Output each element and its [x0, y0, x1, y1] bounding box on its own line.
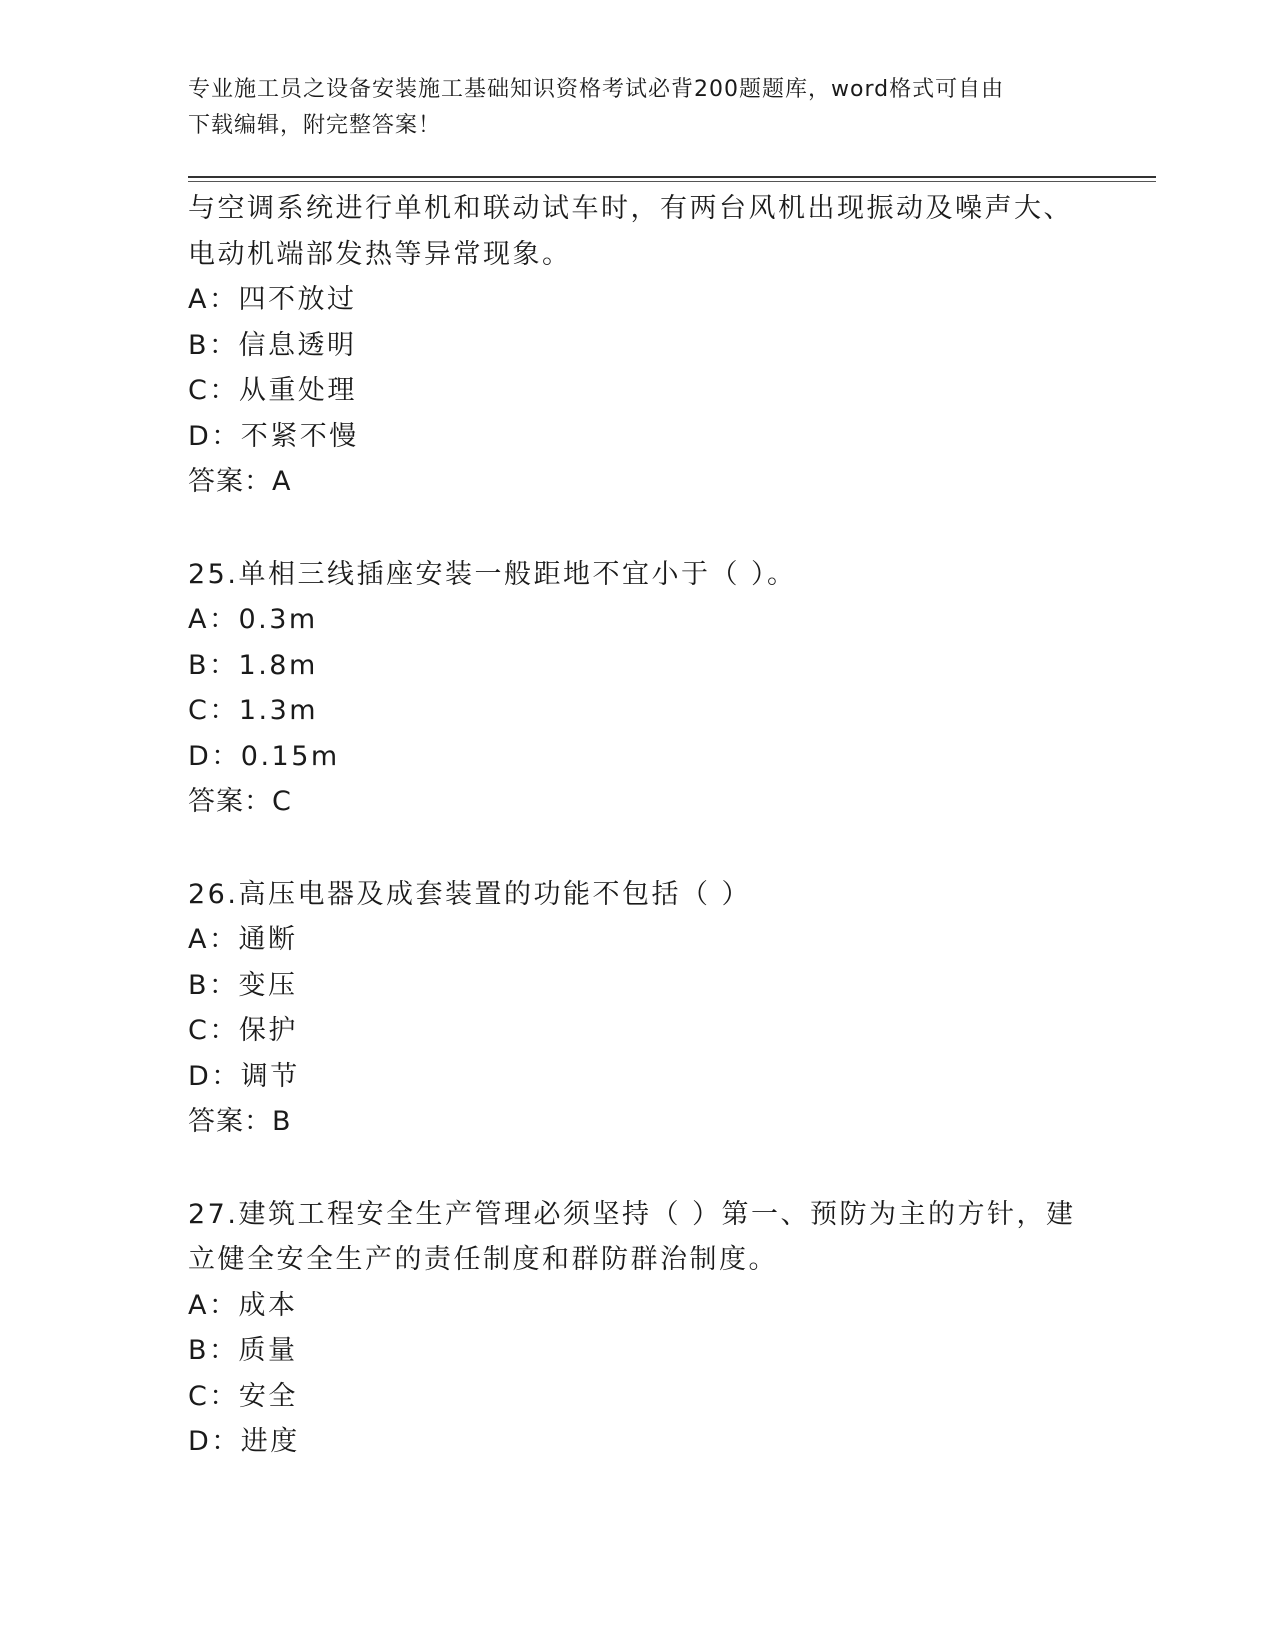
- question-stem: 立健全安全生产的责任制度和群防群治制度。: [188, 1244, 778, 1275]
- header-divider-thick: [188, 176, 1156, 178]
- header-line-2: 下载编辑，附完整答案！: [188, 113, 442, 138]
- option-d: D：进度: [188, 1426, 300, 1457]
- question-list: [188, 186, 1088, 1465]
- question-stem: 25.单相三线插座安装一般距地不宜小于（ ）。: [188, 558, 797, 590]
- option-d: D：0.15m: [188, 740, 340, 772]
- question-block: [188, 186, 1088, 505]
- option-c: C：1.3m: [188, 695, 319, 726]
- option-b: B：1.8m: [188, 649, 318, 681]
- option-d: D：调节: [188, 1060, 300, 1092]
- question-block: [188, 552, 1088, 825]
- option-b: B：信息透明: [188, 329, 357, 361]
- question-stem: 电动机端部发热等异常现象。: [188, 238, 572, 270]
- question-block: [188, 1192, 1088, 1465]
- option-d: D：不紧不慢: [188, 420, 359, 452]
- option-c: C：安全: [188, 1380, 298, 1412]
- option-c: C：保护: [188, 1015, 298, 1046]
- document-header: [188, 72, 1068, 144]
- option-a: A：四不放过: [188, 284, 357, 315]
- option-a: A：通断: [188, 924, 298, 955]
- header-divider-thin: [188, 181, 1156, 182]
- option-b: B：质量: [188, 1335, 298, 1366]
- option-b: B：变压: [188, 969, 298, 1001]
- question-stem: 26.高压电器及成套装置的功能不包括（ ）: [188, 878, 752, 910]
- header-line-1: 专业施工员之设备安装施工基础知识资格考试必背200题题库，word格式可自由: [188, 77, 1005, 102]
- option-a: A：成本: [188, 1289, 298, 1321]
- question-block: [188, 872, 1088, 1145]
- answer-line: 答案：C: [188, 786, 292, 817]
- option-c: C：从重处理: [188, 375, 357, 406]
- question-stem: 与空调系统进行单机和联动试车时，有两台风机出现振动及噪声大、: [188, 193, 1073, 224]
- answer-line: 答案：B: [188, 1106, 292, 1137]
- question-stem: 27.建筑工程安全生产管理必须坚持（ ）第一、预防为主的方针，建: [188, 1198, 1076, 1230]
- option-a: A：0.3m: [188, 604, 318, 635]
- answer-line: 答案：A: [188, 466, 292, 497]
